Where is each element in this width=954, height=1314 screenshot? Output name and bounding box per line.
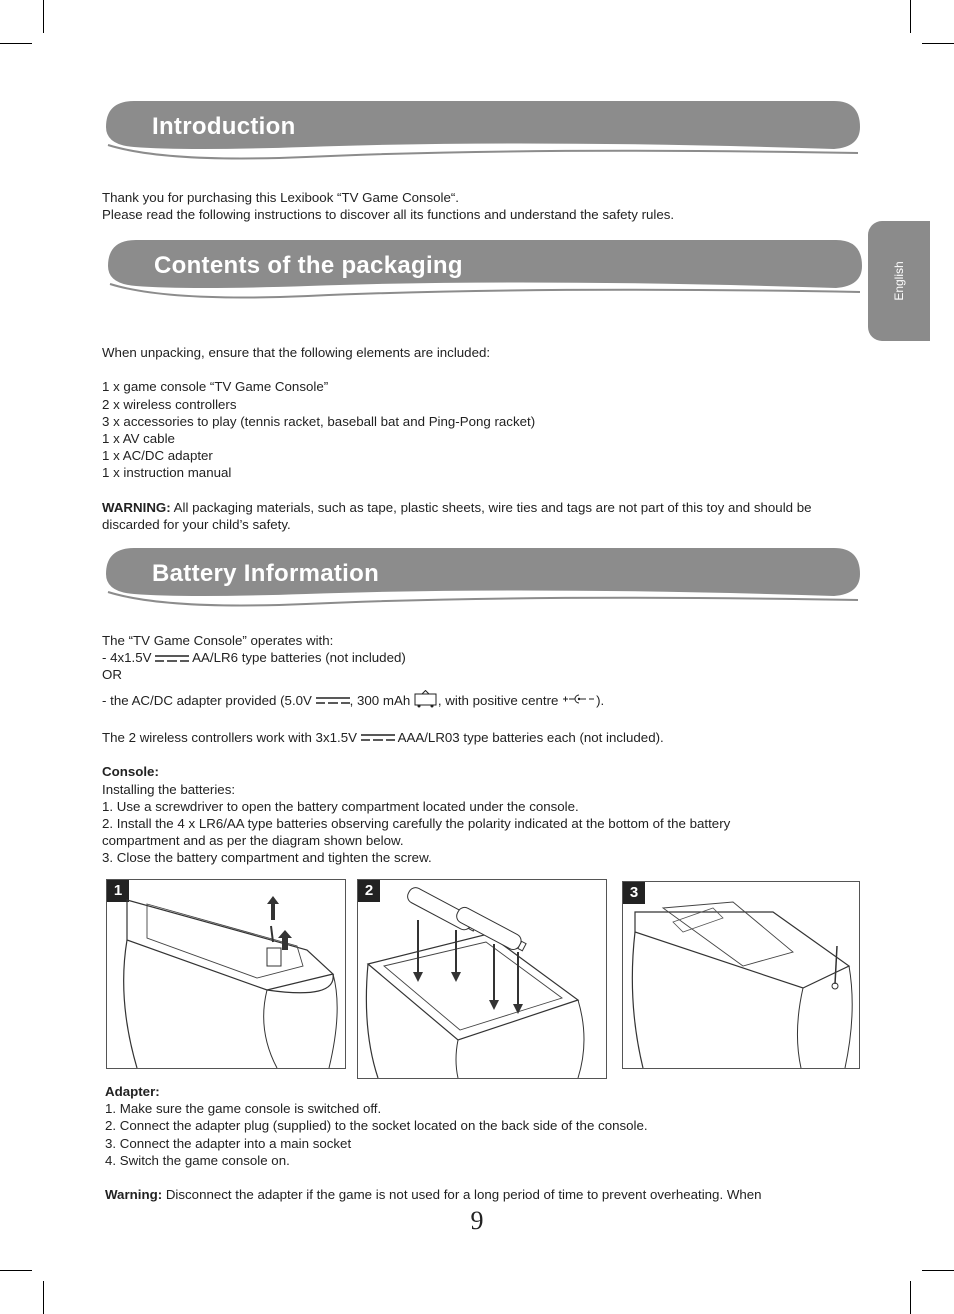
text-run: AA/LR6 type batteries (not included) bbox=[189, 650, 406, 666]
warning-label: WARNING: bbox=[102, 499, 171, 515]
contents-intro: When unpacking, ensure that the following elements are included: bbox=[102, 345, 491, 360]
text-run: - 4x1.5V bbox=[102, 650, 156, 666]
intro-text bbox=[102, 189, 862, 223]
crop-mark bbox=[922, 1270, 954, 1271]
console-underside-illustration bbox=[107, 880, 345, 1068]
list-item: 2 x wireless controllers bbox=[102, 396, 237, 412]
figure-panel-3 bbox=[622, 881, 860, 1069]
dc-symbol-icon bbox=[361, 733, 395, 743]
text-run: , with positive centre bbox=[437, 692, 563, 708]
contents-text bbox=[102, 344, 862, 533]
dc-symbol-icon bbox=[155, 654, 189, 664]
install-step: 2. Install the 4 x LR6/AA type batteries observing carefully the polarity indicated at the bottom of the battery compartment and as per the diagram shown below. bbox=[102, 816, 731, 849]
installing-label: Installing the batteries: bbox=[102, 781, 236, 797]
adapter-warning bbox=[105, 1186, 865, 1203]
figure-panel-2 bbox=[357, 879, 607, 1079]
intro-line: Please read the following instructions to discover all its functions and understand the safety rules. bbox=[102, 207, 675, 223]
figure-number: 2 bbox=[358, 880, 380, 902]
section-banner-contents bbox=[108, 240, 864, 302]
crop-mark bbox=[0, 43, 32, 44]
crop-mark bbox=[43, 1281, 44, 1314]
battery-insertion-illustration bbox=[358, 880, 606, 1078]
language-tab-label: English bbox=[892, 261, 906, 301]
crop-mark bbox=[922, 43, 954, 44]
list-item: 3 x accessories to play (tennis racket, baseball bat and Ping-Pong racket) bbox=[102, 413, 536, 429]
list-item: 1 x game console “TV Game Console” bbox=[102, 379, 329, 395]
battery-option-2 bbox=[102, 690, 862, 712]
dc-symbol-icon bbox=[316, 696, 350, 706]
list-item: 1 x instruction manual bbox=[102, 465, 232, 481]
controller-batteries bbox=[102, 729, 862, 746]
figure-panel-1 bbox=[106, 879, 346, 1069]
figure-number: 1 bbox=[107, 880, 129, 902]
install-step: 1. Use a screwdriver to open the battery compartment located under the console. bbox=[102, 798, 579, 814]
intro-line: Thank you for purchasing this Lexibook “TV Game Console“. bbox=[102, 190, 459, 205]
battery-text bbox=[102, 632, 862, 867]
crop-mark bbox=[910, 1281, 911, 1314]
text-run: - the AC/DC adapter provided (5.0V bbox=[102, 692, 316, 708]
adapter-step: 4. Switch the game console on. bbox=[105, 1152, 290, 1168]
crop-mark bbox=[43, 0, 44, 33]
packaging-warning bbox=[102, 499, 862, 533]
list-item: 1 x AC/DC adapter bbox=[102, 448, 213, 464]
console-closed-illustration bbox=[623, 882, 859, 1068]
list-item: 1 x AV cable bbox=[102, 431, 175, 446]
adapter-step: 1. Make sure the game console is switched off. bbox=[105, 1101, 382, 1117]
console-label: Console: bbox=[102, 764, 159, 780]
battery-option-1 bbox=[102, 649, 862, 666]
battery-or: OR bbox=[102, 667, 122, 683]
crop-mark bbox=[0, 1270, 32, 1271]
page-number: 9 bbox=[470, 1206, 484, 1235]
section-title: Contents of the packaging bbox=[154, 252, 463, 279]
warning-text: Disconnect the adapter if the game is not used for a long period of time to prevent overheating. When bbox=[162, 1187, 762, 1203]
crop-mark bbox=[910, 0, 911, 33]
adapter-class-icon bbox=[414, 690, 438, 712]
text-run: AAA/LR03 type batteries each (not included). bbox=[394, 730, 664, 745]
text-run: The 2 wireless controllers work with 3x1.5V bbox=[102, 730, 361, 745]
battery-operates: The “TV Game Console” operates with: bbox=[102, 633, 334, 648]
text-run: , 300 mAh bbox=[349, 692, 414, 708]
warning-label: Warning: bbox=[105, 1187, 163, 1203]
install-step: 3. Close the battery compartment and tighten the screw. bbox=[102, 850, 432, 866]
figure-number: 3 bbox=[623, 882, 645, 904]
adapter-label: Adapter: bbox=[105, 1084, 160, 1099]
polarity-icon bbox=[562, 692, 596, 709]
adapter-step: 2. Connect the adapter plug (supplied) to the socket located on the back side of the console. bbox=[105, 1118, 648, 1134]
text-run: ). bbox=[596, 692, 605, 708]
section-banner-introduction bbox=[106, 101, 862, 163]
section-banner-battery bbox=[106, 548, 862, 610]
language-tab bbox=[868, 221, 930, 341]
adapter-text bbox=[105, 1083, 865, 1203]
section-title: Battery Information bbox=[152, 560, 380, 587]
warning-text: All packaging materials, such as tape, plastic sheets, wire ties and tags are not part of this toy and should be discarded for your child’s safety. bbox=[102, 499, 812, 532]
adapter-step: 3. Connect the adapter into a main socket bbox=[105, 1135, 352, 1151]
section-title: Introduction bbox=[152, 113, 296, 140]
